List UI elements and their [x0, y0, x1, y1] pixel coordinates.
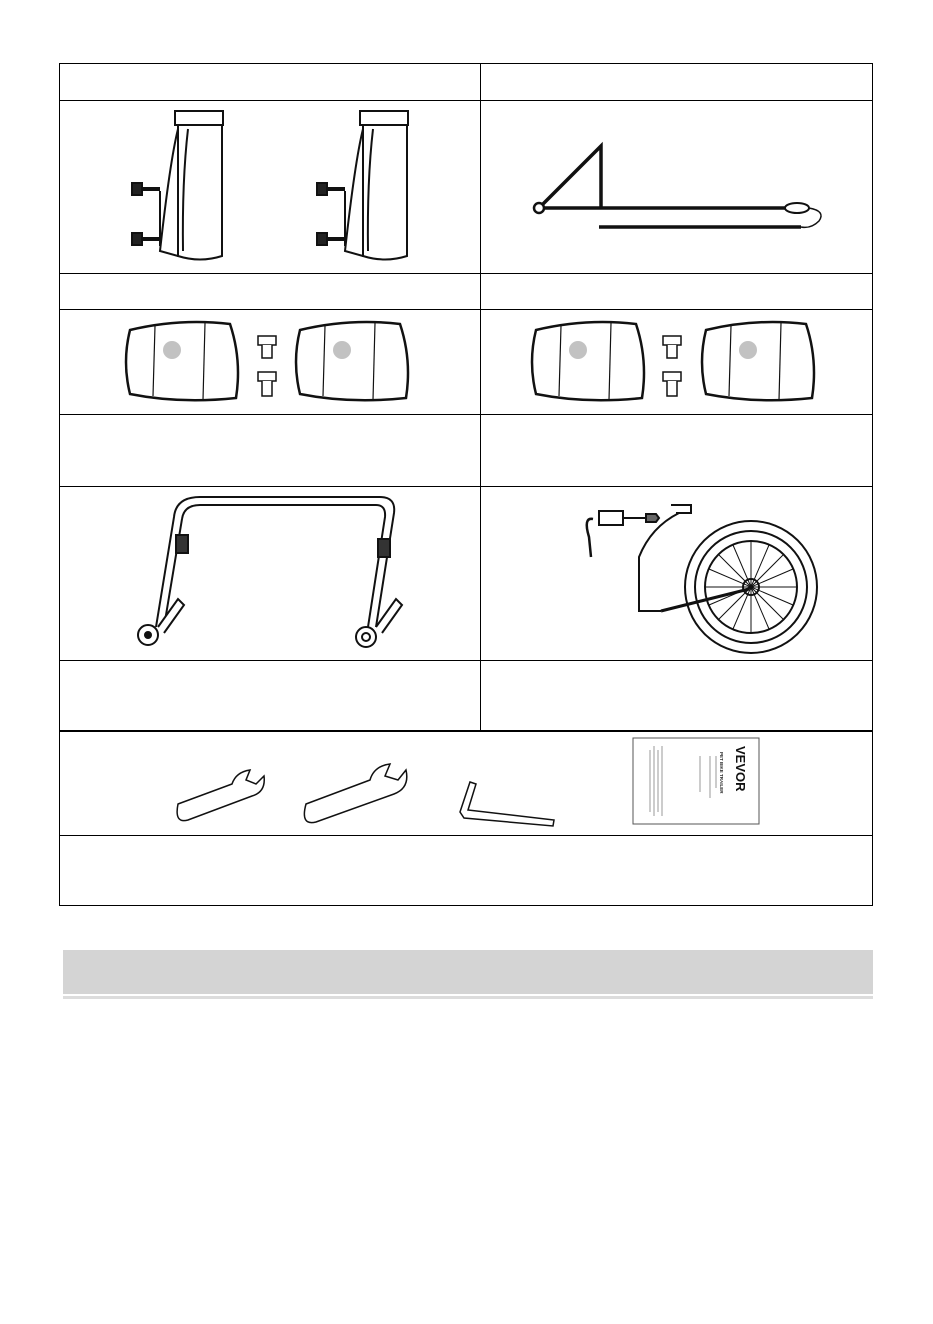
wrench-icon: [177, 770, 264, 821]
label-cell: [60, 661, 480, 730]
wrench-icon: [304, 764, 406, 823]
reflector-icon: [481, 310, 873, 414]
wheel-icon: [481, 487, 873, 660]
hitch-couplers-illustration: [60, 101, 480, 273]
label-cell: [481, 274, 873, 309]
manual-brand: VEVOR: [733, 746, 748, 792]
manual-title: PET BIKE TRAILER: [719, 752, 724, 794]
label-cell: [60, 836, 873, 905]
label-cell: [60, 415, 480, 486]
reflector-icon: [60, 310, 480, 414]
label-cell: [481, 415, 873, 486]
reflectors-right-illustration: [481, 310, 873, 414]
section-rule: [63, 996, 873, 999]
wheel-illustration: [481, 487, 873, 660]
label-cell: [60, 64, 480, 100]
tow-bar-icon: [481, 101, 873, 273]
tow-bar-illustration: [481, 101, 873, 273]
section-header-bar: [63, 950, 873, 994]
label-cell: [481, 64, 873, 100]
tools-illustration: [60, 732, 873, 835]
label-cell: [481, 661, 873, 730]
handle-bar-illustration: [60, 487, 480, 660]
handle-bar-icon: [60, 487, 480, 660]
manual-icon: [633, 738, 759, 824]
tools-icon: [60, 732, 873, 835]
label-cell: [60, 274, 480, 309]
reflectors-left-illustration: [60, 310, 480, 414]
hitch-coupler-icon: [60, 101, 480, 273]
parts-table: [59, 63, 873, 906]
allen-key-icon: [460, 782, 554, 826]
